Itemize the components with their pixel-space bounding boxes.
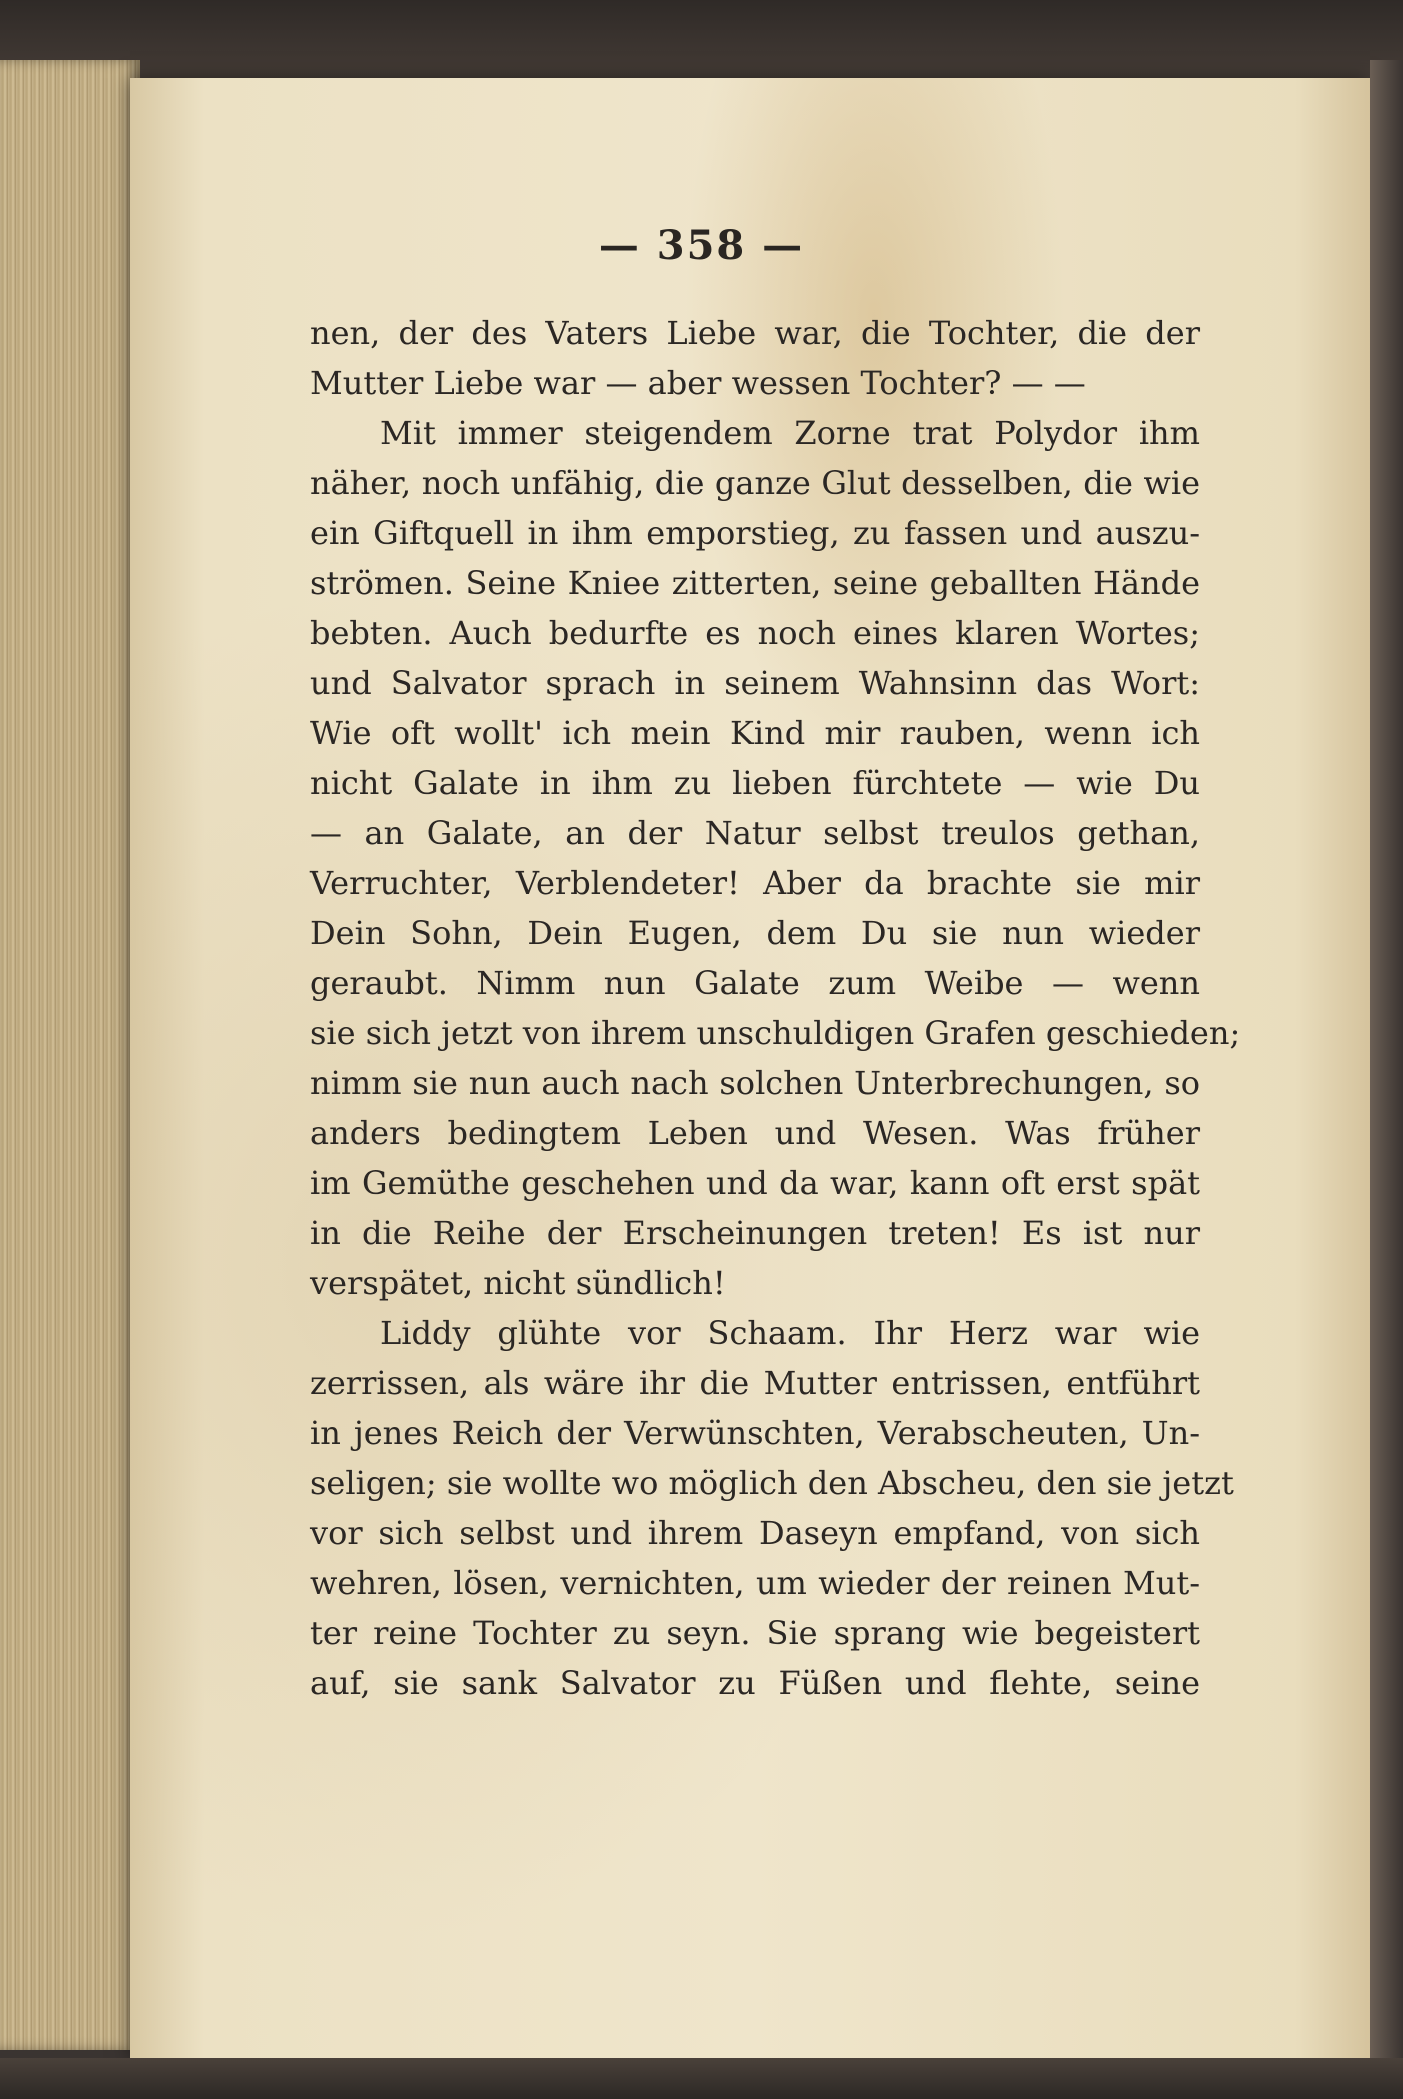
page-number: — 358 —: [598, 222, 805, 269]
text-line: seligen; sie wollte wo möglich den Abscheu, den sie jetzt: [310, 1464, 1234, 1502]
text-line: im Gemüthe geschehen und da war, kann oft erst spät: [310, 1164, 1200, 1202]
text-line: in jenes Reich der Verwünschten, Verabscheuten, Un-: [310, 1414, 1200, 1452]
book-top-shadow: [0, 0, 1403, 90]
text-line: Verruchter, Verblendeter! Aber da brachte sie mir: [310, 864, 1200, 902]
text-line: nicht Galate in ihm zu lieben fürchtete — wie Du: [310, 764, 1200, 802]
book-page-edges: [0, 60, 140, 2050]
text-line: näher, noch unfähig, die ganze Glut desselben, die wie: [310, 464, 1200, 502]
text-line: vor sich selbst und ihrem Daseyn empfand, von sich: [310, 1514, 1200, 1552]
text-line: Liddy glühte vor Schaam. Ihr Herz war wie: [380, 1314, 1200, 1352]
book-right-shadow: [1370, 60, 1403, 2099]
text-line: ter reine Tochter zu seyn. Sie sprang wie begeistert: [310, 1614, 1200, 1652]
text-line: zerrissen, als wäre ihr die Mutter entrissen, entführt: [310, 1364, 1200, 1402]
text-line: wehren, lösen, vernichten, um wieder der reinen Mut-: [310, 1564, 1200, 1602]
book-bottom-shadow: [0, 2058, 1403, 2099]
text-line: in die Reihe der Erscheinungen treten! Es ist nur: [310, 1214, 1200, 1252]
text-line: verspätet, nicht sündlich!: [310, 1264, 726, 1302]
text-line: bebten. Auch bedurfte es noch eines klaren Wortes;: [310, 614, 1200, 652]
text-line: Mutter Liebe war — aber wessen Tochter? — —: [310, 364, 1086, 402]
text-line: anders bedingtem Leben und Wesen. Was früher: [310, 1114, 1200, 1152]
text-line: sie sich jetzt von ihrem unschuldigen Grafen geschieden;: [310, 1014, 1241, 1052]
body-text: [310, 308, 1241, 1708]
text-line: nen, der des Vaters Liebe war, die Tochter, die der: [310, 314, 1200, 352]
text-line: Mit immer steigendem Zorne trat Polydor ihm: [380, 414, 1200, 452]
text-line: geraubt. Nimm nun Galate zum Weibe — wenn: [310, 964, 1200, 1002]
text-line: auf, sie sank Salvator zu Füßen und flehte, seine: [310, 1664, 1200, 1702]
text-line: Wie oft wollt' ich mein Kind mir rauben, wenn ich: [310, 714, 1200, 752]
text-line: nimm sie nun auch nach solchen Unterbrechungen, so: [310, 1064, 1200, 1102]
text-line: strömen. Seine Kniee zitterten, seine geballten Hände: [310, 564, 1200, 602]
text-line: — an Galate, an der Natur selbst treulos gethan,: [310, 814, 1200, 852]
text-line: ein Giftquell in ihm emporstieg, zu fassen und auszu-: [310, 514, 1200, 552]
text-line: und Salvator sprach in seinem Wahnsinn das Wort:: [310, 664, 1200, 702]
text-line: Dein Sohn, Dein Eugen, dem Du sie nun wieder: [310, 914, 1200, 952]
